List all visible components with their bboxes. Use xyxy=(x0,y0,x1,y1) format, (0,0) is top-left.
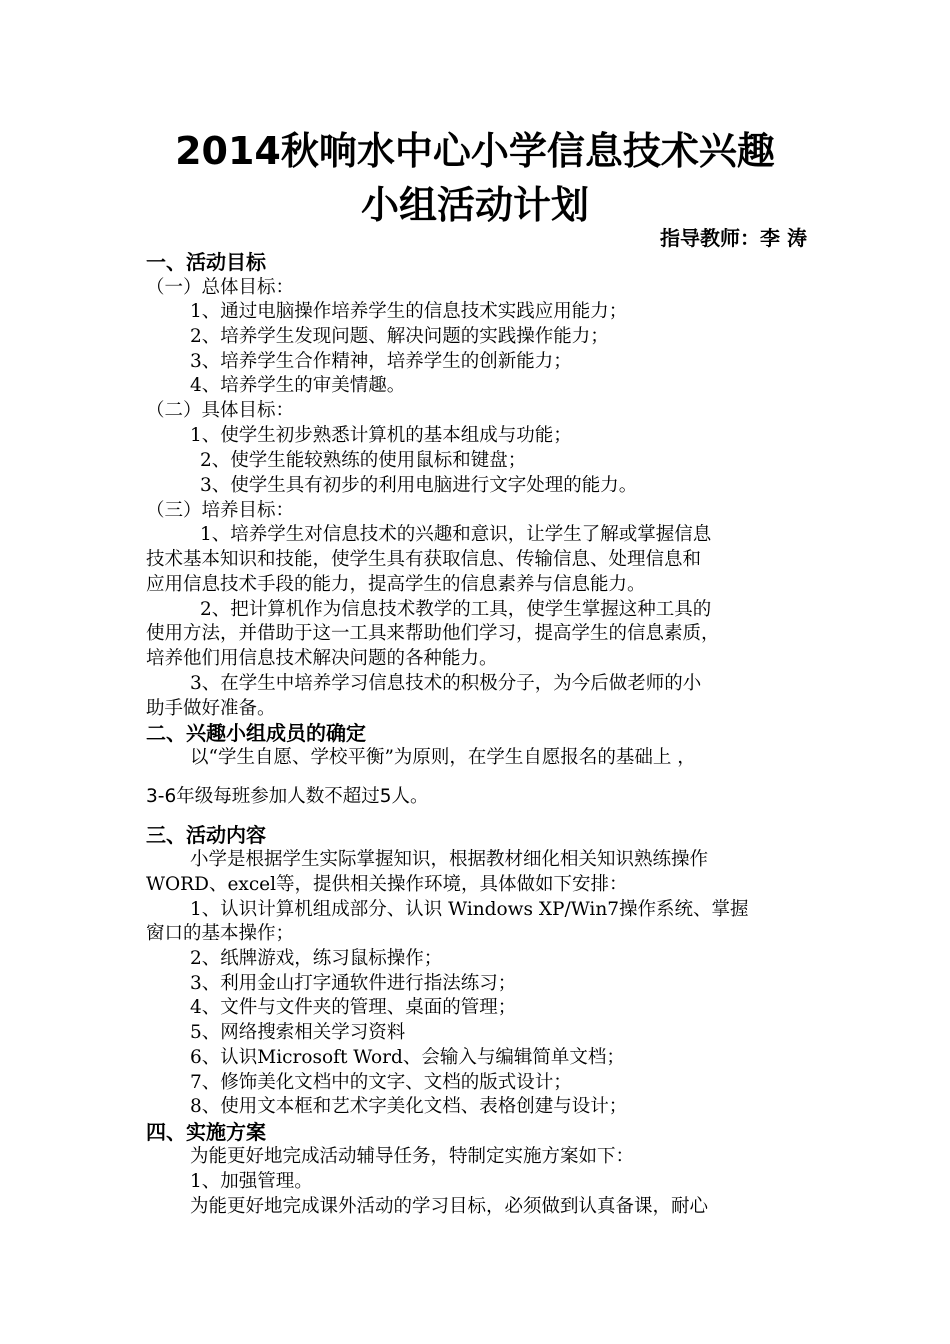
paragraph-line: 3、培养学生合作精神，培养学生的创新能力； xyxy=(190,351,572,372)
paragraph-line: 1、培养学生对信息技术的兴趣和意识，让学生了解或掌握信息 xyxy=(200,524,712,545)
paragraph-line: 2、把计算机作为信息技术教学的工具，使学生掌握这种工具的 xyxy=(200,599,712,620)
paragraph-line: 1、加强管理。 xyxy=(190,1171,313,1192)
paragraph-line: 3、使学生具有初步的利用电脑进行文字处理的能力。 xyxy=(200,475,638,496)
paragraph-line: 4、文件与文件夹的管理、桌面的管理； xyxy=(190,997,517,1018)
section-heading-members: 二、兴趣小组成员的确定 xyxy=(146,721,366,745)
paragraph-line: 为能更好地完成活动辅导任务，特制定实施方案如下： xyxy=(190,1146,635,1167)
section-heading-goals: 一、活动目标 xyxy=(146,250,266,274)
document-title-line1: 2014秋响水中心小学信息技术兴趣 xyxy=(175,129,775,173)
paragraph-line: 3、利用金山打字通软件进行指法练习； xyxy=(190,973,517,994)
paragraph-line: 窗口的基本操作； xyxy=(146,923,295,944)
paragraph-line: 7、修饰美化文档中的文字、文档的版式设计； xyxy=(190,1072,572,1093)
paragraph-line: 2、培养学生发现问题、解决问题的实践操作能力； xyxy=(190,326,609,347)
paragraph-line: WORD、excel等，提供相关操作环境，具体做如下安排： xyxy=(146,874,628,895)
paragraph-line: 培养他们用信息技术解决问题的各种能力。 xyxy=(146,648,498,669)
subheading-training-goals: （三）培养目标： xyxy=(146,500,295,521)
paragraph-line: 为能更好地完成课外活动的学习目标，必须做到认真备课，耐心 xyxy=(190,1196,709,1217)
paragraph-line: 小学是根据学生实际掌握知识，根据教材细化相关知识熟练操作 xyxy=(190,849,709,870)
subheading-specific-goals: （二）具体目标： xyxy=(146,400,295,421)
teacher-name: 指导教师：李 涛 xyxy=(660,226,807,250)
subheading-overall-goals: （一）总体目标： xyxy=(146,277,295,298)
document-title-line2: 小组活动计划 xyxy=(360,183,589,227)
paragraph-line: 2、使学生能较熟练的使用鼠标和键盘； xyxy=(200,450,527,471)
section-heading-plan: 四、实施方案 xyxy=(146,1120,266,1144)
paragraph-line: 应用信息技术手段的能力，提高学生的信息素养与信息能力。 xyxy=(146,574,646,595)
paragraph-line: 使用方法，并借助于这一工具来帮助他们学习，提高学生的信息素质， xyxy=(146,623,720,644)
section-heading-content: 三、活动内容 xyxy=(146,823,266,847)
paragraph-line: 2、纸牌游戏，练习鼠标操作； xyxy=(190,948,443,969)
paragraph-line: 1、使学生初步熟悉计算机的基本组成与功能； xyxy=(190,425,572,446)
paragraph-line: 以“学生自愿、学校平衡”为原则，在学生自愿报名的基础上 ， xyxy=(190,747,696,768)
paragraph-line: 3、在学生中培养学习信息技术的积极分子，为今后做老师的小 xyxy=(190,673,702,694)
paragraph-line: 8、使用文本框和艺术字美化文档、表格创建与设计； xyxy=(190,1096,628,1117)
paragraph-line: 1、认识计算机组成部分、认识 Windows XP/Win7操作系统、掌握 xyxy=(190,899,749,920)
paragraph-line: 助手做好准备。 xyxy=(146,698,276,719)
paragraph-line: 6、认识Microsoft Word、会输入与编辑简单文档； xyxy=(190,1047,625,1068)
paragraph-line: 3-6年级每班参加人数不超过5人。 xyxy=(146,786,429,807)
paragraph-line: 技术基本知识和技能，使学生具有获取信息、传输信息、处理信息和 xyxy=(146,549,702,570)
paragraph-line: 5、网络搜索相关学习资料 xyxy=(190,1022,406,1043)
paragraph-line: 1、通过电脑操作培养学生的信息技术实践应用能力； xyxy=(190,301,628,322)
paragraph-line: 4、培养学生的审美情趣。 xyxy=(190,375,406,396)
